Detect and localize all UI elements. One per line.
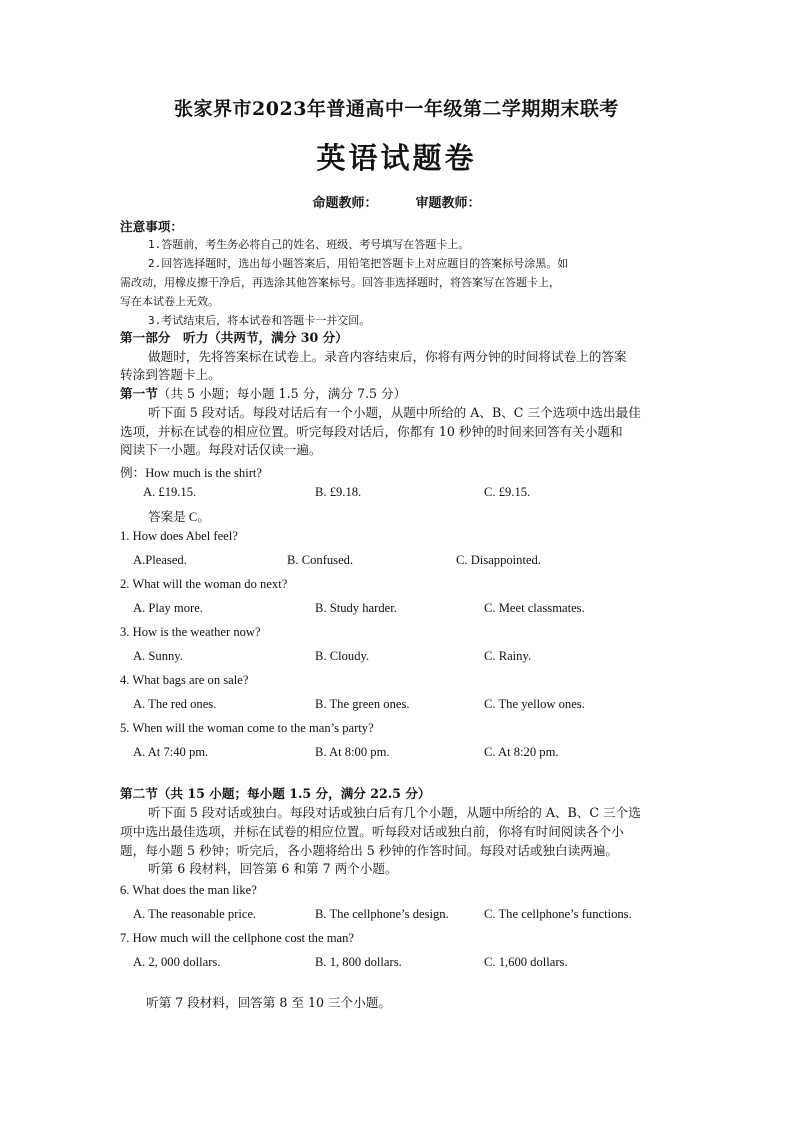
option-a: A. Play more. [133,601,203,615]
option-b: B. 1, 800 dollars. [315,955,402,969]
question-7: 7. How much will the cellphone cost the man? [120,931,354,945]
notice-heading: 注意事项： [120,219,183,234]
option-c: C. At 8:20 pm. [484,745,559,759]
option-b: B. Study harder. [315,601,397,615]
section1-heading-rest: （共 5 小题；每小题 1.5 分，满分 7.5 分） [157,386,407,401]
option-b: B. Cloudy. [315,649,370,663]
exam-title: 张家界市2023年普通高中一年级第二学期期末联考 [174,98,619,120]
section1-heading [120,385,680,402]
question-6: 6. What does the man like? [120,883,257,897]
option-c: C. 1,600 dollars. [484,955,568,969]
section2-heading: 第二节（共 15 小题；每小题 1.5 分，满分 22.5 分） [120,786,431,801]
teacher-labels [0,192,793,211]
exam-subtitle: 英语试题卷 [316,141,477,175]
notice-line: 2.回答选择题时，选出每小题答案后，用铅笔把答题卡上对应题目的答案标号涂黑。如 [148,257,569,270]
option-c: C. Rainy. [484,649,532,663]
option-b: B. At 8:00 pm. [315,745,390,759]
option-b: B. Confused. [287,553,354,567]
option-b: B. The green ones. [315,697,410,711]
option-b: B. The cellphone’s design. [315,907,449,921]
section2-intro: 项中选出最佳选项，并标在试卷的相应位置。听每段对话或独白前，你将有时间阅读各个小 [120,824,624,839]
option-c: C. The yellow ones. [484,697,585,711]
author-label: 命题教师： [312,196,378,211]
section1-intro: 阅读下一小题。每段对话仅读一遍。 [120,442,322,457]
example-option-a: A. £19.15. [143,485,197,499]
option-c: C. The cellphone’s functions. [484,907,632,921]
option-a: A. At 7:40 pm. [133,745,209,759]
section2-intro: 题，每小题 5 秒钟；听完后，各小题将给出 5 秒钟的作答时间。每段对话或独白读两遍。 [120,843,619,858]
option-a: A. The red ones. [133,697,217,711]
part1-intro: 做题时，先将答案标在试卷上。录音内容结束后，你将有两分钟的时间将试卷上的答案 [148,349,627,364]
example-answer: 答案是 C。 [148,510,210,524]
option-a: A. Sunny. [133,649,183,663]
option-a: A. 2, 000 dollars. [133,955,221,969]
notice-line: 需改动，用橡皮擦干净后，再选涂其他答案标号。回答非选择题时，将答案写在答题卡上， [120,276,560,289]
example-option-b: B. £9.18. [315,485,362,499]
question-4: 4. What bags are on sale? [120,673,249,687]
section1-heading-bold: 第一节 [120,386,158,401]
option-c: C. Disappointed. [456,553,542,567]
notice-line: 3.考试结束后，将本试卷和答题卡一并交回。 [148,314,371,327]
section1-intro: 听下面 5 段对话。每段对话后有一个小题，从题中所给的 A、B、C 三个选项中选出最佳 [148,405,641,420]
example-question: 例：How much is the shirt? [120,466,263,480]
section2-next: 听第 7 段材料，回答第 8 至 10 三个小题。 [146,995,391,1010]
example-option-c: C. £9.15. [484,485,531,499]
option-a: A. The reasonable price. [133,907,257,921]
option-a: A.Pleased. [133,553,187,567]
reviewer-label: 审题教师： [415,196,481,211]
question-2: 2. What will the woman do next? [120,577,288,591]
question-5: 5. When will the woman come to the man’s party? [120,721,374,735]
section2-intro: 听第 6 段材料，回答第 6 和第 7 两个小题。 [148,861,398,876]
notice-line: 1.答题前，考生务必将自己的姓名、班级、考号填写在答题卡上。 [148,238,470,251]
notice-line: 写在本试卷上无效。 [120,295,219,308]
section2-intro: 听下面 5 段对话或独白。每段对话或独白后有几个小题，从题中所给的 A、B、C 三个选 [148,805,641,820]
section1-intro: 选项，并标在试卷的相应位置。听完每段对话后，你都有 10 秒钟的时间来回答有关小题和 [120,424,623,439]
part1-intro: 转涂到答题卡上。 [120,367,221,382]
question-3: 3. How is the weather now? [120,625,261,639]
option-c: C. Meet classmates. [484,601,585,615]
question-1: 1. How does Abel feel? [120,529,238,543]
part1-heading: 第一部分 听力（共两节，满分 30 分） [120,330,348,345]
